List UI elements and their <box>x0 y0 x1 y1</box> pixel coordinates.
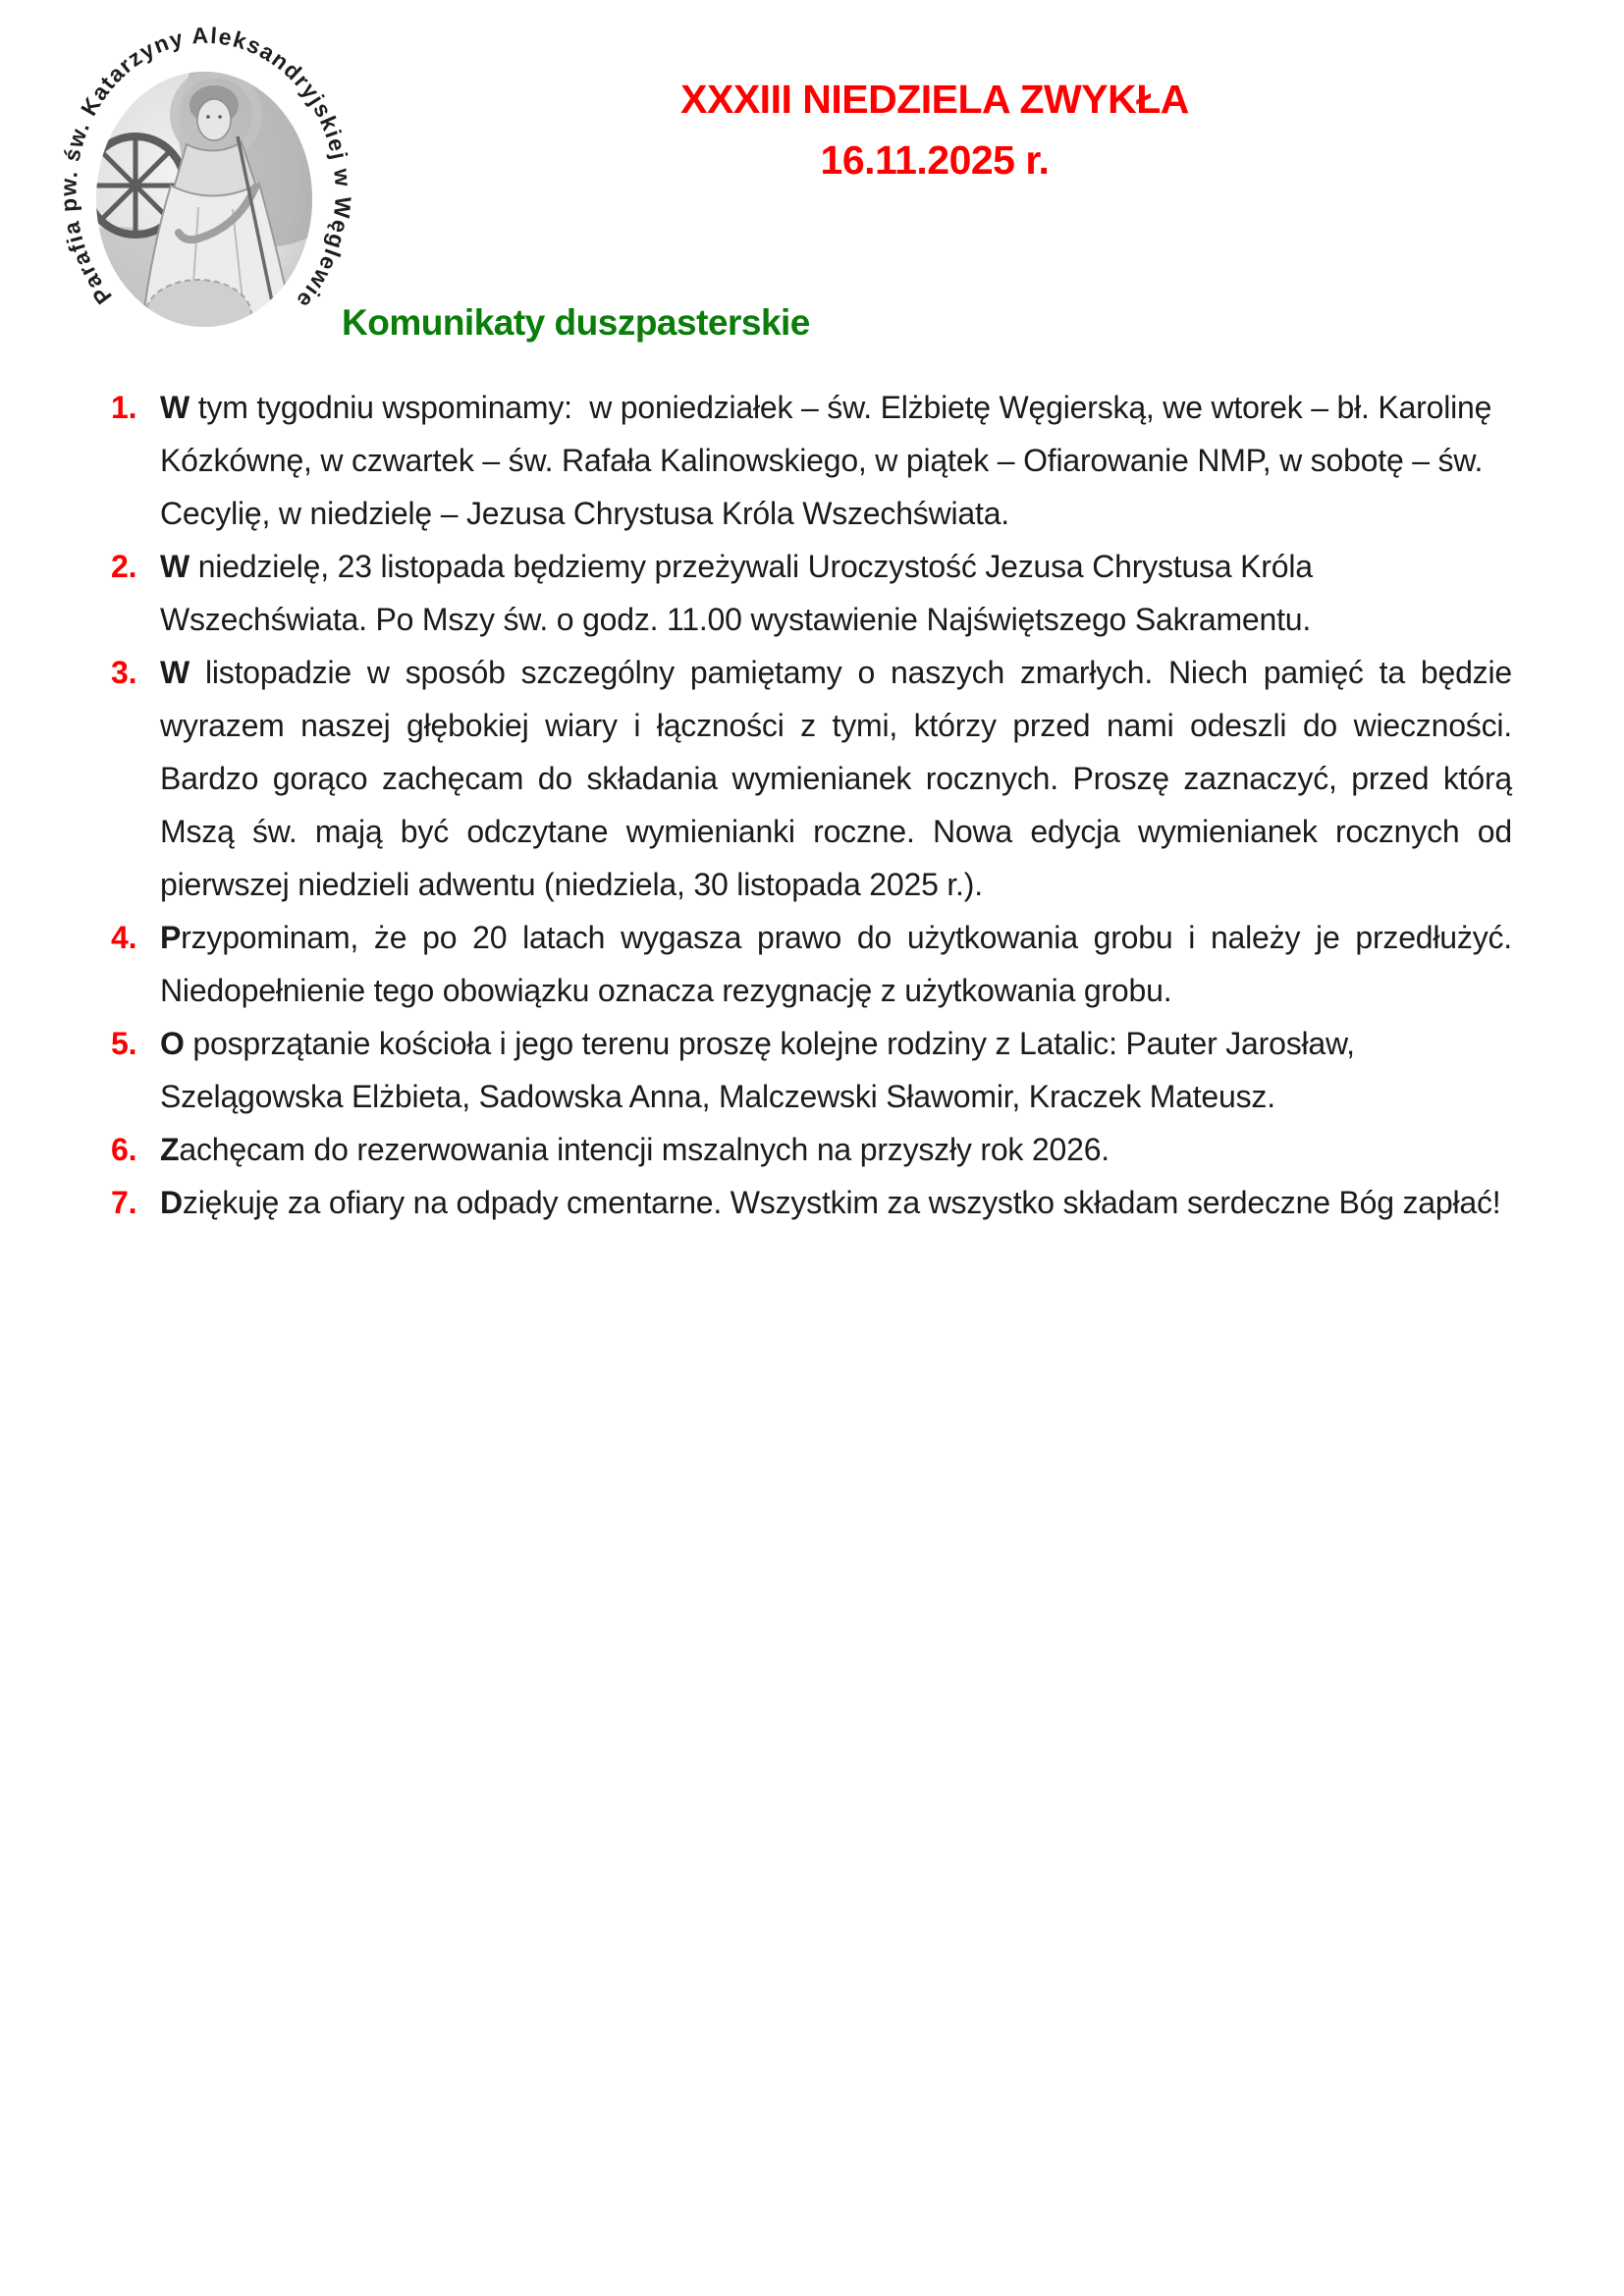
item-number: 2. <box>111 549 137 584</box>
item-body: ziękuję za ofiary na odpady cmentarne. Wszystkim za wszystko składam serdeczne Bóg zapłać! <box>182 1185 1501 1220</box>
title-block <box>357 69 1512 190</box>
item-lead: D <box>160 1185 183 1220</box>
announcements-list <box>111 381 1512 1229</box>
section-heading: Komunikaty duszpasterskie <box>342 302 810 343</box>
item-number: 1. <box>111 390 137 425</box>
item-lead: Z <box>160 1132 180 1167</box>
item-text <box>160 1176 1512 1229</box>
item-body: niedzielę, 23 listopada będziemy przeżywali Uroczystość Jezusa Chrystusa Króla Wszechświata. Po Mszy św. o godz. 11.00 wystawienie Najświętszego Sakramentu. <box>160 549 1313 637</box>
page-date: 16.11.2025 r. <box>820 137 1050 183</box>
page-title: XXXIII NIEDZIELA ZWYKŁA <box>680 77 1189 122</box>
item-text <box>160 1123 1512 1176</box>
item-number: 7. <box>111 1185 137 1220</box>
announcement-item-2 <box>111 540 1512 646</box>
item-text <box>160 381 1512 540</box>
item-body: achęcam do rezerwowania intencji mszalnych na przyszły rok 2026. <box>179 1132 1110 1167</box>
item-text <box>160 646 1512 911</box>
item-lead: O <box>160 1026 185 1061</box>
item-lead: W <box>160 390 190 425</box>
announcement-item-1 <box>111 381 1512 540</box>
item-body: listopadzie w sposób szczególny pamiętamy o naszych zmarłych. Niech pamięć ta będzie wyrazem naszej głębokiej wiary i łączności z tymi, którzy przed nami odeszli do wieczności. Bardzo gorąco zachęcam do składania wymienianek rocznych. Proszę zaznaczyć, przed którą Mszą św. mają być odczytane wymienianki roczne. Nowa edycja wymienianek rocznych od pierwszej niedzieli adwentu (niedziela, 30 listopada 2025 r.). <box>160 655 1512 902</box>
item-lead: W <box>160 549 190 584</box>
parish-logo <box>51 20 357 363</box>
announcement-item-7 <box>111 1176 1512 1229</box>
announcement-item-5 <box>111 1017 1512 1123</box>
item-lead: P <box>160 920 182 955</box>
item-body: tym tygodniu wspominamy: w poniedziałek – św. Elżbietę Węgierską, we wtorek – bł. Karolinę Kózkównę, w czwartek – św. Rafała Kalinowskiego, w piątek – Ofiarowanie NMP, w sobotę – św. Cecylię, w niedzielę – Jezusa Chrystusa Króla Wszechświata. <box>160 390 1492 531</box>
item-number: 4. <box>111 920 137 955</box>
item-text <box>160 911 1512 1017</box>
item-text <box>160 540 1512 646</box>
item-number: 5. <box>111 1026 137 1061</box>
announcement-item-4 <box>111 911 1512 1017</box>
parish-logo-svg <box>51 20 357 363</box>
logo-circular-text: Parafia pw. św. Katarzyny Aleksandryjskiej w Węglewie <box>55 22 356 315</box>
face-shape <box>197 99 231 140</box>
lamb-shape <box>145 280 251 350</box>
item-number: 3. <box>111 655 137 690</box>
announcement-item-3 <box>111 646 1512 911</box>
item-lead: W <box>160 655 190 690</box>
announcement-item-6 <box>111 1123 1512 1176</box>
item-text <box>160 1017 1512 1123</box>
item-body: rzypominam, że po 20 latach wygasza prawo do użytkowania grobu i należy je przedłużyć. Niedopełnienie tego obowiązku oznacza rezygnację z użytkowania grobu. <box>160 920 1512 1008</box>
item-body: posprzątanie kościoła i jego terenu proszę kolejne rodziny z Latalic: Pauter Jarosław, Szelągowska Elżbieta, Sadowska Anna, Malczewski Sławomir, Kraczek Mateusz. <box>160 1026 1355 1114</box>
item-number: 6. <box>111 1132 137 1167</box>
